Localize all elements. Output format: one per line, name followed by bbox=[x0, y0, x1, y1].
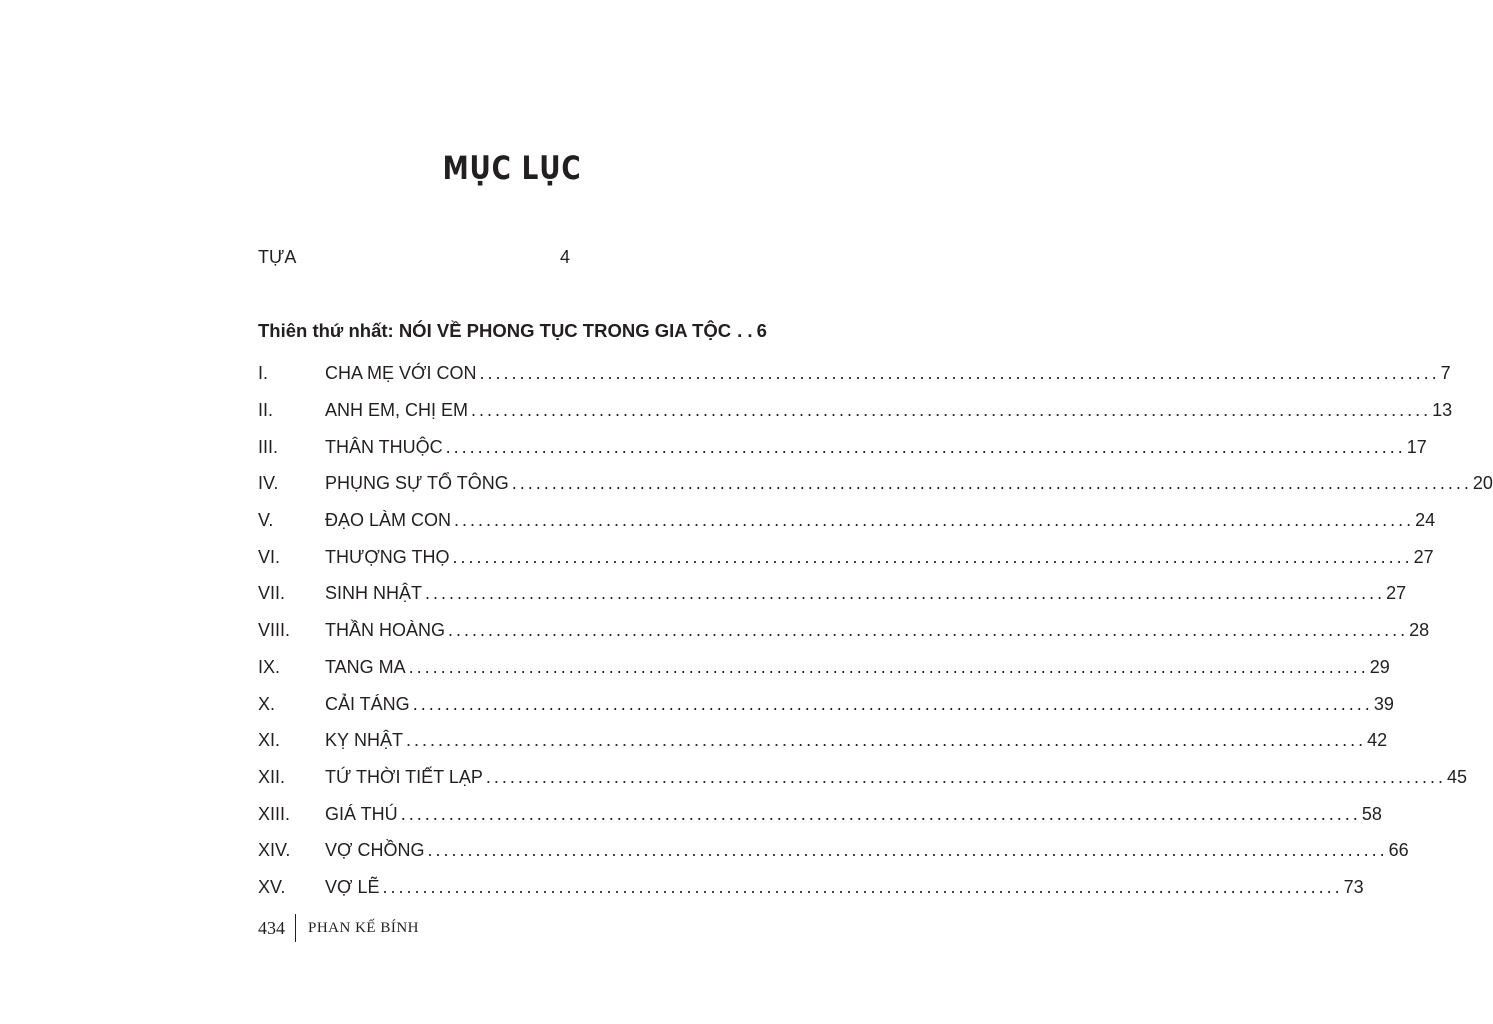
dot-leader: ........................................................................................................................ bbox=[471, 400, 1432, 421]
toc-entry-title: THƯỢNG THỌ bbox=[325, 546, 450, 567]
toc-entry-number: VI. bbox=[258, 546, 281, 567]
running-head-author: PHAN KẾ BÍNH bbox=[308, 919, 419, 936]
toc-entry bbox=[258, 465, 1493, 502]
toc-entry-title: SINH NHẬT bbox=[325, 583, 423, 604]
toc-entry-number: XIV. bbox=[258, 840, 291, 861]
toc-entry-title: KỴ NHẬT bbox=[325, 730, 404, 751]
page-footer bbox=[258, 914, 419, 942]
toc-entry-number: IV. bbox=[258, 473, 279, 494]
dot-leader: ........................................................................................................................ bbox=[412, 693, 1373, 714]
folio-page-number: 434 bbox=[258, 917, 285, 938]
toc-entry-number: XV. bbox=[258, 876, 286, 897]
toc-entry-number: V. bbox=[258, 510, 274, 531]
toc-entry bbox=[258, 392, 1453, 429]
dot-leader: ........................................................................................................................ bbox=[445, 436, 1406, 457]
toc-entry-title: TỨ THỜI TIẾT LẠP bbox=[325, 766, 483, 787]
toc-entry-page: 27 bbox=[1413, 546, 1434, 567]
toc-entry bbox=[258, 685, 1394, 722]
toc-entry-number: VIII. bbox=[258, 620, 291, 641]
dot-leader: ........................................................................................................................ bbox=[452, 546, 1413, 567]
toc-entry-title: VỢ LẼ bbox=[325, 876, 380, 897]
dot-leader: ........................................................................................................................ bbox=[425, 583, 1386, 604]
toc-entry bbox=[258, 538, 1434, 575]
toc-entry-title: THÂN THUỘC bbox=[325, 436, 443, 457]
toc-entry bbox=[258, 759, 1467, 796]
toc-entry-page: 58 bbox=[1361, 803, 1382, 824]
toc-entry bbox=[258, 795, 1382, 832]
toc-entry-title: ANH EM, CHỊ EM bbox=[325, 400, 469, 421]
toc-entry bbox=[258, 355, 1451, 392]
toc-entry-title: TANG MA bbox=[325, 656, 406, 677]
toc-entry-number: IX. bbox=[258, 656, 281, 677]
toc-entry-title: VỢ CHỒNG bbox=[325, 840, 425, 861]
toc-entry-number: III. bbox=[258, 436, 279, 457]
toc-entry bbox=[258, 575, 1407, 612]
toc-entry-page: 7 bbox=[1440, 363, 1451, 384]
toc-entry-title: CẢI TÁNG bbox=[325, 693, 410, 714]
toc-entry bbox=[258, 869, 1364, 906]
toc-preface-entry bbox=[258, 247, 578, 271]
toc-entry-page: 42 bbox=[1367, 730, 1388, 751]
dot-leader: ........................................................................................................................ bbox=[382, 876, 1343, 897]
toc-entry-page: 73 bbox=[1343, 876, 1364, 897]
preface-label: TỰA bbox=[258, 247, 297, 267]
toc-entry-page: 45 bbox=[1446, 766, 1467, 787]
toc-entry-page: 27 bbox=[1386, 583, 1407, 604]
part-one-page-number: 6 bbox=[756, 320, 767, 341]
toc-entry-title: GIÁ THÚ bbox=[325, 803, 398, 824]
toc-entry-page: 39 bbox=[1373, 693, 1394, 714]
dot-leader: ........................................................................................................................ bbox=[454, 510, 1415, 531]
toc-entry-title: THẦN HOÀNG bbox=[325, 620, 446, 641]
toc-entry-title: CHA MẸ VỚI CON bbox=[325, 363, 477, 384]
toc-entry-page: 13 bbox=[1432, 400, 1453, 421]
toc-entry bbox=[258, 832, 1409, 869]
toc-entry bbox=[258, 428, 1427, 465]
toc-entry-page: 24 bbox=[1415, 510, 1436, 531]
part-one-heading bbox=[258, 320, 774, 342]
part-one-label: Thiên thứ nhất: NÓI VỀ PHONG TỤC TRONG GIA TỘC bbox=[258, 320, 732, 341]
toc-entry bbox=[258, 612, 1430, 649]
dot-leader: ........................................................................................................................ bbox=[408, 656, 1369, 677]
dot-leader: ........................................................................................................................ bbox=[479, 363, 1440, 384]
toc-entry-page: 66 bbox=[1388, 840, 1409, 861]
part-one-leader: . . bbox=[737, 320, 753, 341]
toc-entry-number: XII. bbox=[258, 766, 286, 787]
toc-entry-page: 29 bbox=[1369, 656, 1390, 677]
toc-entry bbox=[258, 649, 1390, 686]
toc-entry-number: X. bbox=[258, 693, 276, 714]
dot-leader: ........................................................................................................................ bbox=[511, 473, 1472, 494]
toc-list bbox=[258, 355, 1493, 905]
toc-entry-number: XIII. bbox=[258, 803, 291, 824]
toc-entry-title: ĐẠO LÀM CON bbox=[325, 510, 452, 531]
toc-entry bbox=[258, 722, 1388, 759]
dot-leader: ........................................................................................................................ bbox=[485, 766, 1446, 787]
toc-entry-page: 17 bbox=[1406, 436, 1427, 457]
toc-entry-number: II. bbox=[258, 400, 274, 421]
toc-entry-title: PHỤNG SỰ TỔ TÔNG bbox=[325, 473, 509, 494]
dot-leader: ........................................................................................................................ bbox=[400, 803, 1361, 824]
toc-entry-page: 28 bbox=[1409, 620, 1430, 641]
page-title: MỤC LỤC bbox=[442, 149, 582, 188]
dot-leader: ........................................................................................................................ bbox=[406, 730, 1367, 751]
footer-divider bbox=[295, 914, 296, 942]
toc-entry-number: VII. bbox=[258, 583, 286, 604]
dot-leader: ........................................................................................................................ bbox=[448, 620, 1409, 641]
toc-entry bbox=[258, 502, 1436, 539]
preface-page-number: 4 bbox=[560, 247, 571, 267]
toc-entry-number: I. bbox=[258, 363, 269, 384]
toc-entry-number: XI. bbox=[258, 730, 281, 751]
dot-leader: ........................................................................................................................ bbox=[427, 840, 1388, 861]
toc-entry-page: 20 bbox=[1472, 473, 1493, 494]
